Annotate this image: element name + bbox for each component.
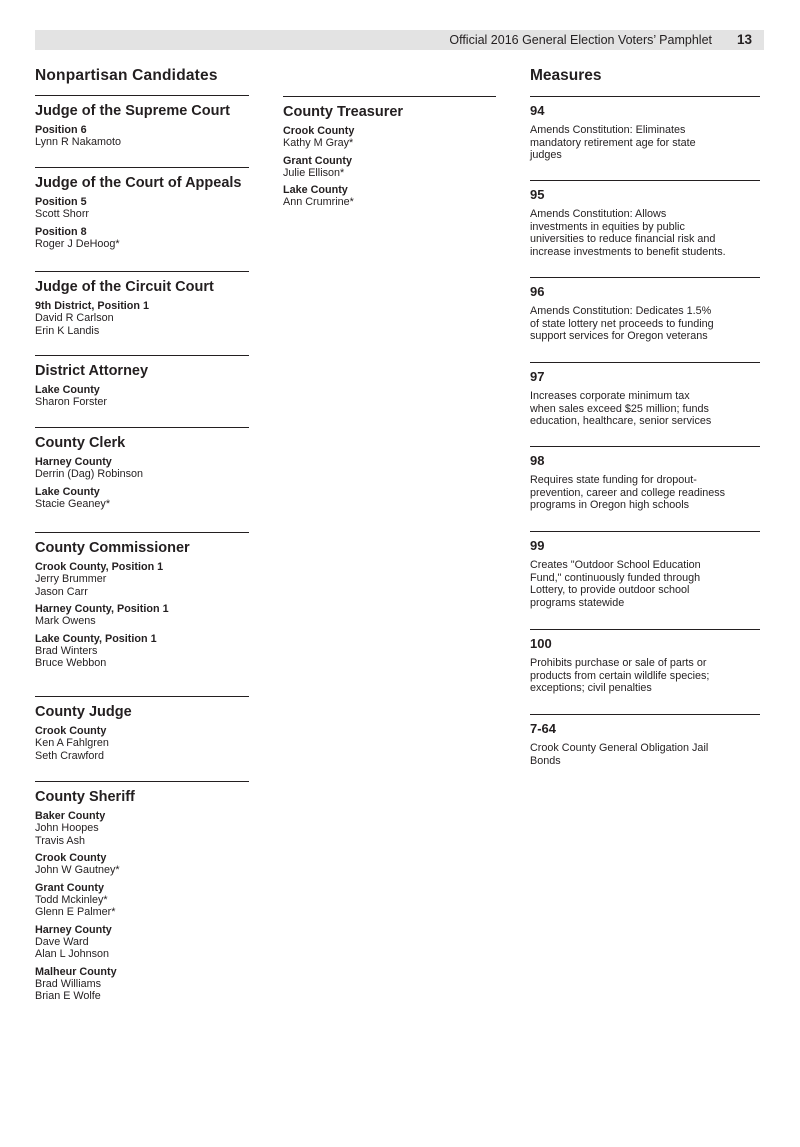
candidate-name: Jason Carr <box>35 585 88 598</box>
measure-description <box>530 208 760 258</box>
candidate-name: Mark Owens <box>35 615 96 627</box>
section-divider <box>35 781 249 782</box>
candidate-group <box>35 924 249 961</box>
candidate-name: Erin K Landis <box>35 324 100 337</box>
candidate-group <box>283 184 496 209</box>
candidate-group <box>35 725 249 762</box>
candidate-name: Glenn E Palmer* <box>35 906 116 918</box>
candidate-name: Brian E Wolfe <box>35 990 101 1002</box>
candidate-name: Scott Shorr <box>35 208 90 220</box>
candidate-name: Jerry Brummer <box>35 573 107 585</box>
candidate-name: Travis Ash <box>35 834 85 847</box>
candidate-group <box>35 226 249 251</box>
col1-race-section <box>35 167 249 255</box>
measure-description <box>530 657 760 695</box>
candidate-name: Roger J DeHoog* <box>35 237 120 250</box>
col1-race-section <box>35 532 249 675</box>
measure-number: 94 <box>530 103 545 118</box>
candidate-group <box>35 561 249 598</box>
district-label: Crook County <box>35 852 107 864</box>
measure-description-line: Bonds <box>530 754 561 767</box>
candidate-name: Derrin (Dag) Robinson <box>35 468 144 480</box>
section-divider <box>530 446 760 447</box>
measure-number: 99 <box>530 538 545 553</box>
measure-description-line: universities to reduce financial risk and <box>530 233 716 246</box>
district-label: Harney County <box>35 923 112 936</box>
district-label: Lake County, Position 1 <box>35 632 157 645</box>
measure-number: 96 <box>530 284 545 299</box>
district-label: Lake County <box>35 384 100 396</box>
measure-number: 95 <box>530 187 545 202</box>
measure-section <box>530 180 760 258</box>
measure-description-line: support services for Oregon veterans <box>530 330 708 343</box>
measure-section <box>530 629 760 695</box>
measure-description-line: products from certain wildlife species; <box>530 669 710 682</box>
candidate-name: Bruce Webbon <box>35 657 107 669</box>
district-label: Harney County <box>35 456 112 468</box>
measure-number: 97 <box>530 369 545 384</box>
candidate-name: Lynn R Nakamoto <box>35 136 122 148</box>
measure-description-line: Increases corporate minimum tax <box>530 390 690 402</box>
measure-number: 98 <box>530 453 545 468</box>
candidate-group <box>35 486 249 511</box>
candidate-group <box>283 125 496 150</box>
measure-description-line: Prohibits purchase or sale of parts or <box>530 657 707 669</box>
measure-section <box>530 446 760 512</box>
measure-description-line: programs in Oregon high schools <box>530 499 690 512</box>
measure-description-line: Lottery, to provide outdoor school <box>530 584 690 597</box>
district-label: Position 6 <box>35 124 87 136</box>
section-divider <box>35 271 249 272</box>
candidate-group <box>35 633 249 670</box>
col1-race-section <box>35 781 249 1008</box>
measure-section <box>530 714 760 767</box>
measure-description <box>530 474 760 512</box>
section-divider <box>35 427 249 428</box>
section-divider <box>530 629 760 630</box>
district-label: Malheur County <box>35 965 117 978</box>
candidate-name: Todd Mckinley* <box>35 893 108 906</box>
col1-race-section <box>35 271 249 342</box>
measure-section <box>530 96 760 162</box>
page-number: 13 <box>736 32 752 47</box>
candidates-heading: Nonpartisan Candidates <box>35 67 218 84</box>
measure-description-line: Requires state funding for dropout- <box>530 474 697 486</box>
race-title: Judge of the Court of Appeals <box>35 175 242 191</box>
measure-description-line: investments in equities by public <box>530 220 685 233</box>
measure-description-line: increase investments to benefit students. <box>530 245 726 258</box>
candidate-name: Julie Ellison* <box>283 166 345 179</box>
candidate-name: Ken A Fahlgren <box>35 737 109 749</box>
race-title: County Commissioner <box>35 540 190 556</box>
measure-description <box>530 559 760 609</box>
candidate-name: David R Carlson <box>35 312 114 324</box>
candidate-group <box>35 384 249 409</box>
candidate-group <box>283 155 496 180</box>
measure-description-line: exceptions; civil penalties <box>530 682 652 695</box>
col1-race-section <box>35 427 249 515</box>
candidate-group <box>35 124 249 149</box>
race-title: County Judge <box>35 704 132 720</box>
race-title: County Treasurer <box>283 104 404 120</box>
candidate-name: Seth Crawford <box>35 749 105 762</box>
col1-race-section <box>35 95 249 154</box>
candidate-name: Alan L Johnson <box>35 948 110 960</box>
measure-section <box>530 531 760 609</box>
measure-description-line: of state lottery net proceeds to funding <box>530 317 714 330</box>
section-divider <box>35 355 249 356</box>
district-label: Position 8 <box>35 225 87 238</box>
measure-section <box>530 277 760 343</box>
candidate-name: Kathy M Gray* <box>283 137 354 149</box>
measure-description-line: Amends Constitution: Allows <box>530 208 667 220</box>
measure-description <box>530 742 760 767</box>
candidate-name: Brad Winters <box>35 644 98 657</box>
candidate-name: Dave Ward <box>35 935 89 948</box>
candidate-name: Brad Williams <box>35 977 101 990</box>
section-divider <box>530 277 760 278</box>
measure-description-line: education, healthcare, senior services <box>530 415 712 428</box>
measure-description-line: judges <box>530 149 562 162</box>
measure-section <box>530 362 760 428</box>
candidate-name: Ann Crumrine* <box>283 196 354 208</box>
measure-description-line: Creates "Outdoor School Education <box>530 559 701 571</box>
section-divider <box>530 362 760 363</box>
section-divider <box>530 531 760 532</box>
measure-description-line: Fund," continuously funded through <box>530 571 701 584</box>
section-divider <box>35 167 249 168</box>
section-divider <box>35 696 249 697</box>
candidate-group <box>35 300 249 337</box>
measure-description <box>530 390 760 428</box>
measure-description-line: Amends Constitution: Dedicates 1.5% <box>530 305 712 317</box>
district-label: Grant County <box>35 881 104 894</box>
race-title: Judge of the Supreme Court <box>35 103 230 119</box>
section-divider <box>530 180 760 181</box>
race-title: Judge of the Circuit Court <box>35 279 214 295</box>
district-label: Lake County <box>35 485 100 498</box>
district-label: 9th District, Position 1 <box>35 300 149 312</box>
candidate-group <box>35 852 249 877</box>
measure-description-line: mandatory retirement age for state <box>530 136 696 149</box>
pamphlet-title: Official 2016 General Election Voters’ Pamphlet <box>449 33 712 47</box>
section-divider <box>530 96 760 97</box>
measure-description-line: Crook County General Obligation Jail <box>530 742 709 754</box>
page-header-bar <box>35 30 764 50</box>
district-label: Crook County, Position 1 <box>35 561 164 573</box>
measure-description <box>530 305 760 343</box>
candidate-group <box>35 603 249 628</box>
candidate-group <box>35 882 249 919</box>
measure-description-line: programs statewide <box>530 596 625 609</box>
col1-race-section <box>35 355 249 414</box>
district-label: Lake County <box>283 184 348 196</box>
measure-description <box>530 124 760 162</box>
measure-description-line: when sales exceed $25 million; funds <box>530 402 709 415</box>
district-label: Position 5 <box>35 196 87 208</box>
candidate-name: John W Gautney* <box>35 864 120 876</box>
col1-race-section <box>35 696 249 767</box>
candidate-group <box>35 966 249 1003</box>
candidate-group <box>35 196 249 221</box>
measure-number: 100 <box>530 636 552 651</box>
section-divider <box>35 532 249 533</box>
district-label: Harney County, Position 1 <box>35 603 169 615</box>
measure-number: 7-64 <box>530 721 557 736</box>
measure-description-line: Amends Constitution: Eliminates <box>530 124 686 136</box>
measures-heading: Measures <box>530 67 602 84</box>
district-label: Crook County <box>35 725 107 737</box>
district-label: Grant County <box>283 154 352 167</box>
candidate-name: Stacie Geaney* <box>35 497 111 510</box>
candidate-group <box>35 456 249 481</box>
candidate-group <box>35 810 249 847</box>
section-divider <box>283 96 496 97</box>
candidate-name: Sharon Forster <box>35 396 108 408</box>
race-title: District Attorney <box>35 363 149 379</box>
district-label: Crook County <box>283 125 355 137</box>
measure-description-line: prevention, career and college readiness <box>530 486 726 499</box>
candidate-name: John Hoopes <box>35 822 99 834</box>
race-title: County Sheriff <box>35 789 135 805</box>
section-divider <box>530 714 760 715</box>
district-label: Baker County <box>35 810 106 822</box>
col2-race-section <box>283 96 496 214</box>
race-title: County Clerk <box>35 435 126 451</box>
section-divider <box>35 95 249 96</box>
